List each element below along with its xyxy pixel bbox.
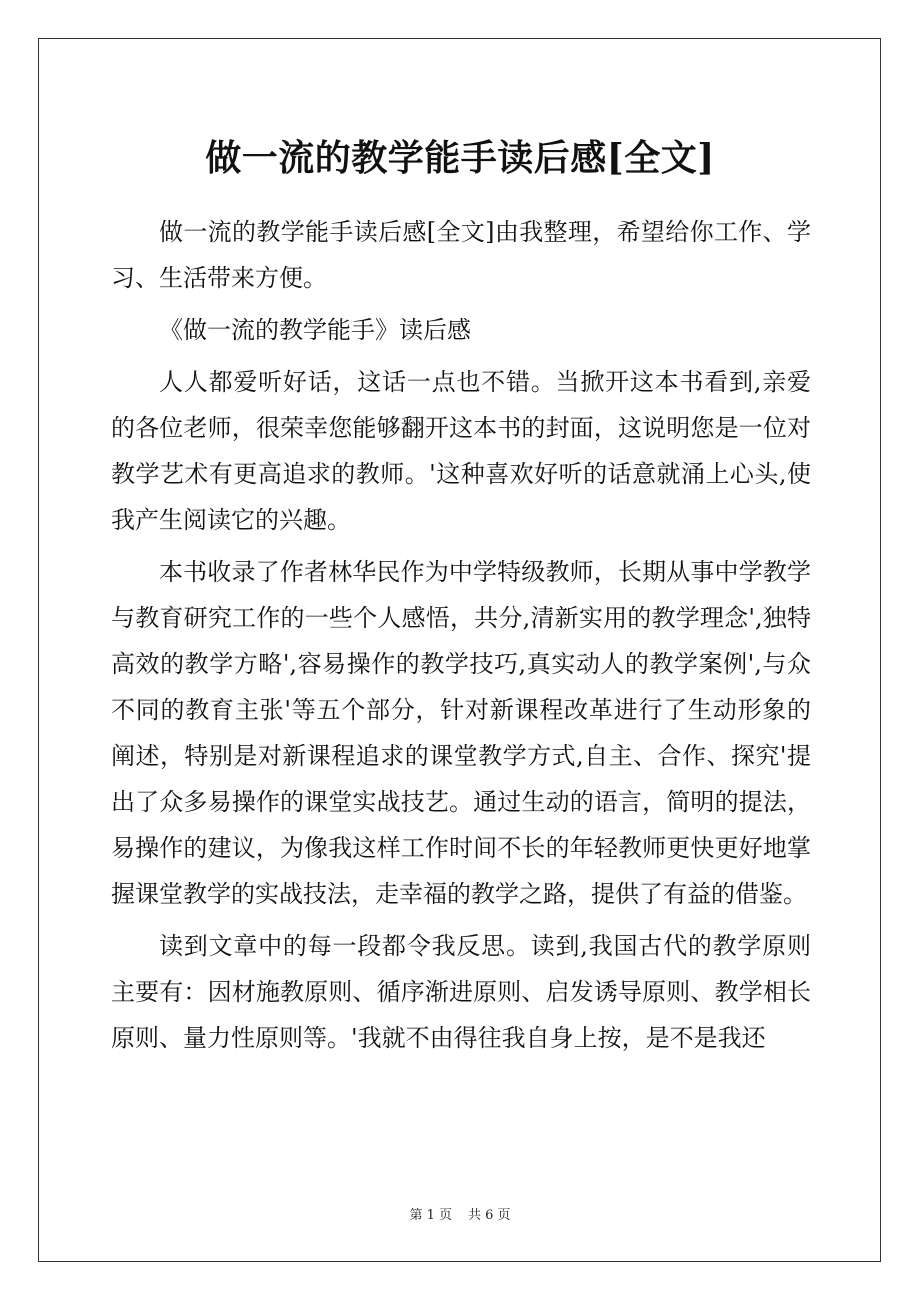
page-number: 第 1 页 <box>409 1208 452 1223</box>
page-total: 共 6 页 <box>468 1208 511 1223</box>
document-body <box>111 209 811 1067</box>
intro-paragraph: 做一流的教学能手读后感[全文]由我整理，希望给你工作、学习、生活带来方便。 <box>111 218 811 292</box>
document-title: 做一流的教学能手读后感[全文] <box>205 137 715 180</box>
body-paragraph: 读到文章中的每一段都令我反思。读到,我国古代的教学原则主要有：因材施教原则、循序渐进原则、启发诱导原则、教学相长原则、量力性原则等。'我就不由得往我自身上按，是不是我还 <box>111 932 811 1052</box>
body-paragraph: 人人都爱听好话，这话一点也不错。当掀开这本书看到,亲爱的各位老师，很荣幸您能够翻开这本书的封面，这说明您是一位对教学艺术有更高追求的教师。'这种喜欢好听的话意就涌上心头,使我产生阅读它的兴趣。 <box>111 368 811 534</box>
page-footer <box>0 1206 920 1226</box>
book-title-heading: 《做一流的教学能手》读后感 <box>159 316 471 344</box>
body-paragraph: 本书收录了作者林华民作为中学特级教师，长期从事中学教学与教育研究工作的一些个人感悟，共分,清新实用的教学理念',独特高效的教学方略',容易操作的教学技巧,真实动人的教学案例',与众不同的教育主张'等五个部分，针对新课程改革进行了生动形象的阐述，特别是对新课程追求的课堂教学方式,自主、合作、探究'提出了众多易操作的课堂实战技艺。通过生动的语言，简明的提法，易操作的建议，为像我这样工作时间不长的年轻教师更快更好地掌握课堂教学的实战技法，走幸福的教学之路，提供了有益的借鉴。 <box>111 558 811 908</box>
